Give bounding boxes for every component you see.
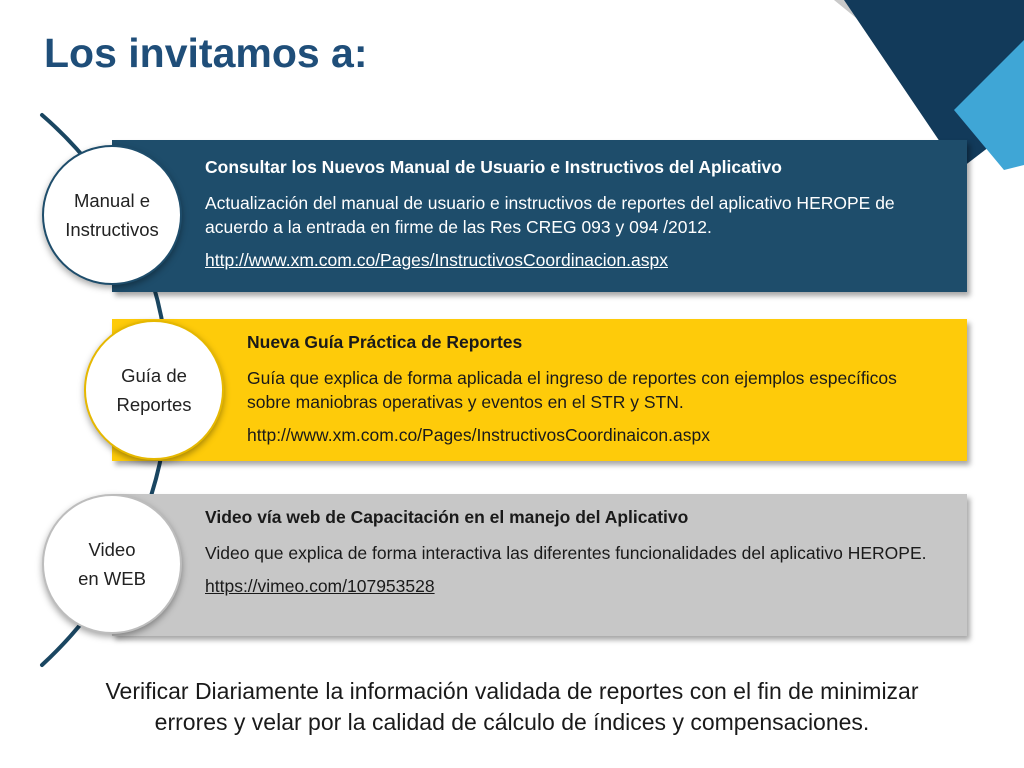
panel-description: Actualización del manual de usuario e instructivos de reportes del aplicativo HEROPE de acuerdo a la entrada en firme de las Res CREG 093 y 094 /2012. xyxy=(205,193,895,237)
badge-label: Video en WEB xyxy=(78,539,146,589)
panel-manual-instructivos xyxy=(112,140,967,292)
panel-heading: Nueva Guía Práctica de Reportes xyxy=(247,332,523,352)
slide-title: Los invitamos a: xyxy=(44,30,368,76)
badge-label: Guía de Reportes xyxy=(116,365,192,415)
badge-manual-instructivos xyxy=(42,145,182,285)
guia-link-text: http://www.xm.com.co/Pages/InstructivosCoordinaicon.aspx xyxy=(247,425,710,445)
panel-heading: Video vía web de Capacitación en el manejo del Aplicativo xyxy=(205,507,689,527)
badge-video-web xyxy=(42,494,182,634)
badge-guia-reportes xyxy=(84,320,224,460)
panel-guia-reportes xyxy=(112,319,967,461)
footer-note: Verificar Diariamente la información validada de reportes con el fin de minimizar errores y velar por la calidad de cálculo de índices y compensaciones. xyxy=(105,678,919,735)
instructivos-link[interactable]: http://www.xm.com.co/Pages/InstructivosCoordinacion.aspx xyxy=(205,250,668,270)
panel-description: Guía que explica de forma aplicada el ingreso de reportes con ejemplos específicos sobre maniobras operativas y eventos en el STR y STN. xyxy=(247,368,897,412)
badge-label: Manual e Instructivos xyxy=(65,190,159,240)
panel-heading: Consultar los Nuevos Manual de Usuario e Instructivos del Aplicativo xyxy=(205,157,782,177)
panel-description: Video que explica de forma interactiva las diferentes funcionalidades del aplicativo HEROPE. xyxy=(205,543,927,563)
vimeo-link[interactable]: https://vimeo.com/107953528 xyxy=(205,576,435,596)
panel-video-web xyxy=(112,494,967,636)
